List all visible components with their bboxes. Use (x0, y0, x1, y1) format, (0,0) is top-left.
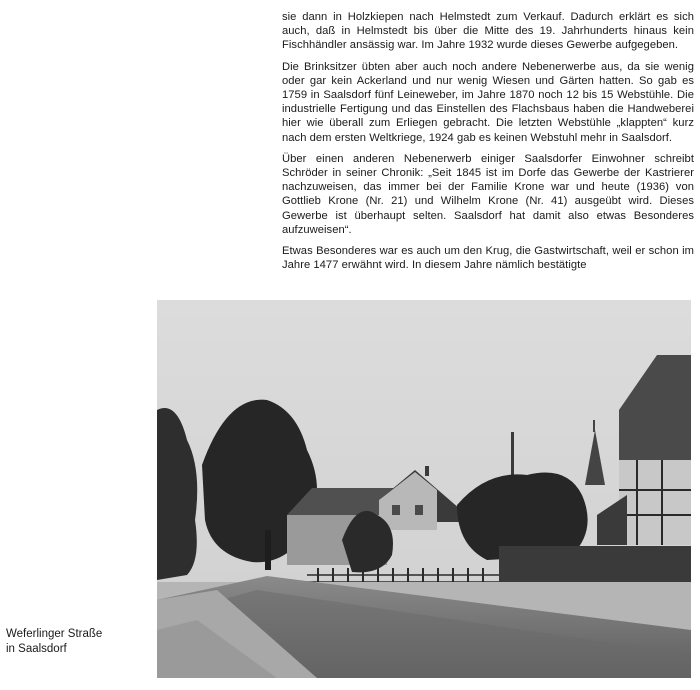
caption-line-2: in Saalsdorf (6, 643, 67, 655)
body-text (282, 10, 694, 279)
paragraph-3: Über einen anderen Nebenerwerb einiger Saalsdorfer Einwohner schreibt Schröder in seiner Chronik: „Seit 1845 ist im Dorfe das Gewerbe der Kastrierer nachzuweisen, das immer bei der Familie Krone war und heute (1936) von Gottlieb Krone (Nr. 21) und Wilhelm Krone (Nr. 41) ausgeübt wird. Dieses Gewerbe ist überhaupt selten. Saalsdorf hat damit also etwas Besonderes aufzuweisen“. (282, 152, 694, 236)
village-street-photo (157, 300, 691, 678)
photo-caption (6, 627, 146, 657)
paragraph-4: Etwas Besonderes war es auch um den Krug, die Gastwirtschaft, weil er schon im Jahre 1477 erwähnt wird. In diesem Jahre nämlich bestätigte (282, 245, 694, 272)
paragraph-2: Die Brinksitzer übten aber auch noch andere Nebenerwerbe aus, da sie wenig oder gar kein Ackerland und nur wenig Wiesen und Gärten hatten. So gab es 1759 in Saalsdorf fünf Leineweber, im Jahre 1870 noch 12 bis 15 Webstühle. Die industrielle Fertigung und das Einstellen des Flachsbaus haben die Handweberei hier wie überall zum Erliegen gebracht. Die letzten Webstühle „klappten“ kurz nach dem ersten Weltkriege, 1924 gab es keinen Webstuhl mehr in Saalsdorf. (282, 60, 694, 144)
caption-line-1: Weferlinger Straße (6, 628, 103, 640)
paragraph-1: sie dann in Holzkiepen nach Helmstedt zum Verkauf. Dadurch erklärt es sich auch, daß in Helmstedt bis über die Mitte des 19. Jahrhunderts hinaus kein Fischhändler ansässig war. Im Jahre 1932 wurde dieses Gewerbe aufgegeben. (282, 11, 694, 52)
